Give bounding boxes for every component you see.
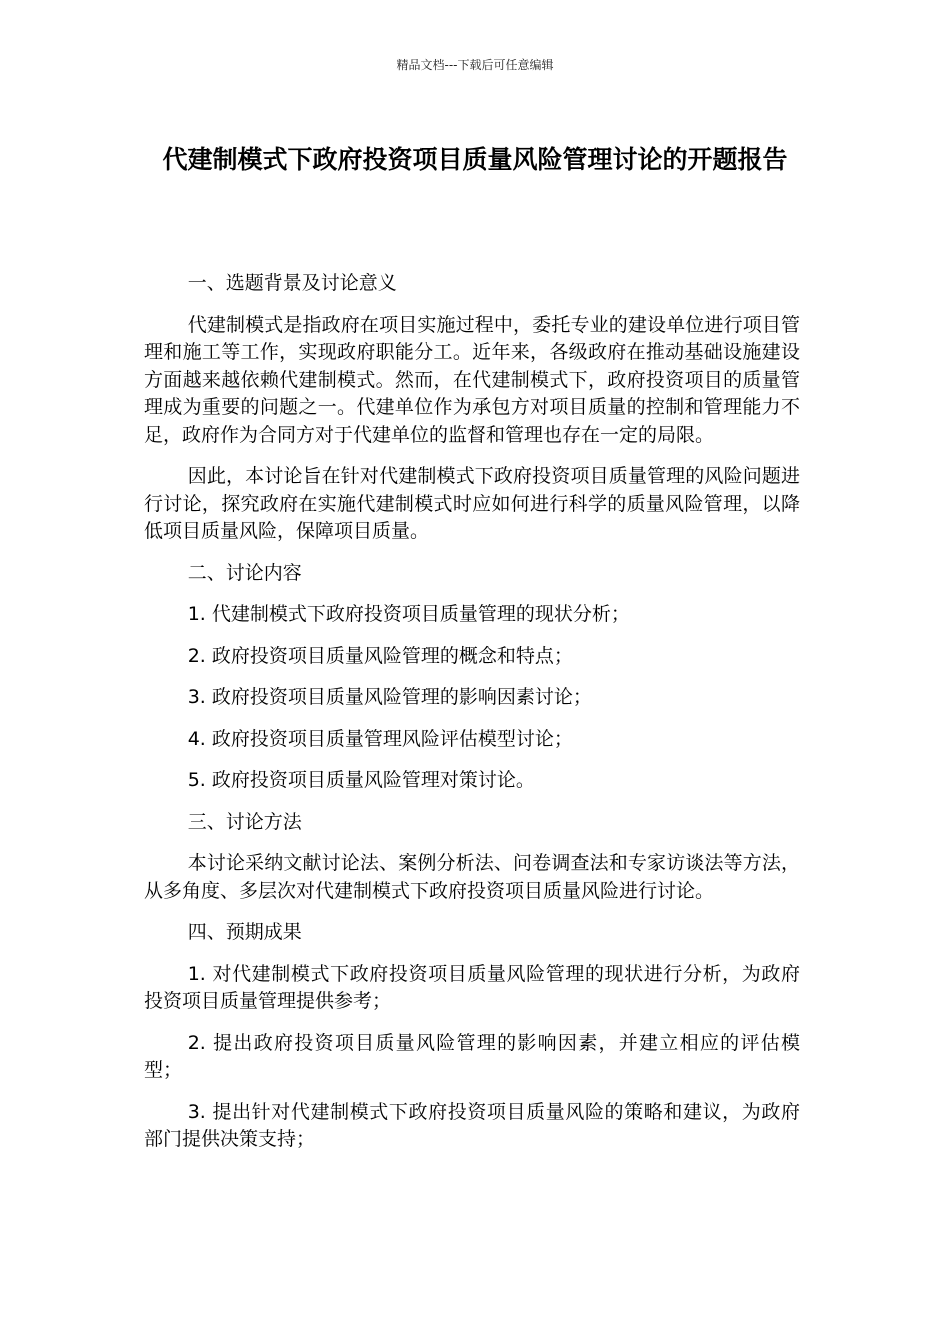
content-list-item: 4. 政府投资项目质量管理风险评估模型讨论； [187, 727, 573, 750]
outcome-list-item: 2. 提出政府投资项目质量风险管理的影响因素，并建立相应的评估模型； [144, 1031, 800, 1081]
outcome-list-item: 1. 对代建制模式下政府投资项目质量风险管理的现状进行分析，为政府投资项目质量管理提供参考； [144, 962, 800, 1012]
outcome-list-item: 3. 提出针对代建制模式下政府投资项目质量风险的策略和建议，为政府部门提供决策支持； [144, 1100, 800, 1150]
section-heading-background: 一、选题背景及讨论意义 [187, 272, 397, 294]
document-body [144, 270, 800, 1168]
content-list-item: 3. 政府投资项目质量风险管理的影响因素讨论； [187, 686, 592, 708]
section-heading-content: 二、讨论内容 [187, 561, 302, 584]
section-heading-method: 三、讨论方法 [187, 810, 302, 833]
section-heading-outcomes: 四、预期成果 [187, 921, 302, 943]
page-header: 精品文档---下载后可任意编辑 [396, 58, 554, 72]
content-list-item: 5. 政府投资项目质量风险管理对策讨论。 [187, 769, 535, 791]
content-list-item: 1. 代建制模式下政府投资项目质量管理的现状分析； [187, 603, 630, 625]
document-title: 代建制模式下政府投资项目质量风险管理讨论的开题报告 [162, 145, 788, 174]
paragraph-method: 本讨论采纳文献讨论法、案例分析法、问卷调查法和专家访谈法等方法，从多角度、多层次对代建制模式下政府投资项目质量风险进行讨论。 [144, 852, 800, 902]
paragraph-background: 代建制模式是指政府在项目实施过程中，委托专业的建设单位进行项目管理和施工等工作，实现政府职能分工。近年来，各级政府在推动基础设施建设方面越来越依赖代建制模式。然而，在代建制模式下，政府投资项目的质量管理成为重要的问题之一。代建单位作为承包方对项目质量的控制和管理能力不足，政府作为合同方对于代建单位的监督和管理也存在一定的局限。 [144, 313, 800, 446]
content-list-item: 2. 政府投资项目质量风险管理的概念和特点； [187, 644, 573, 667]
paragraph-purpose: 因此，本讨论旨在针对代建制模式下政府投资项目质量管理的风险问题进行讨论，探究政府在实施代建制模式时应如何进行科学的质量风险管理，以降低项目质量风险，保障项目质量。 [144, 465, 800, 542]
